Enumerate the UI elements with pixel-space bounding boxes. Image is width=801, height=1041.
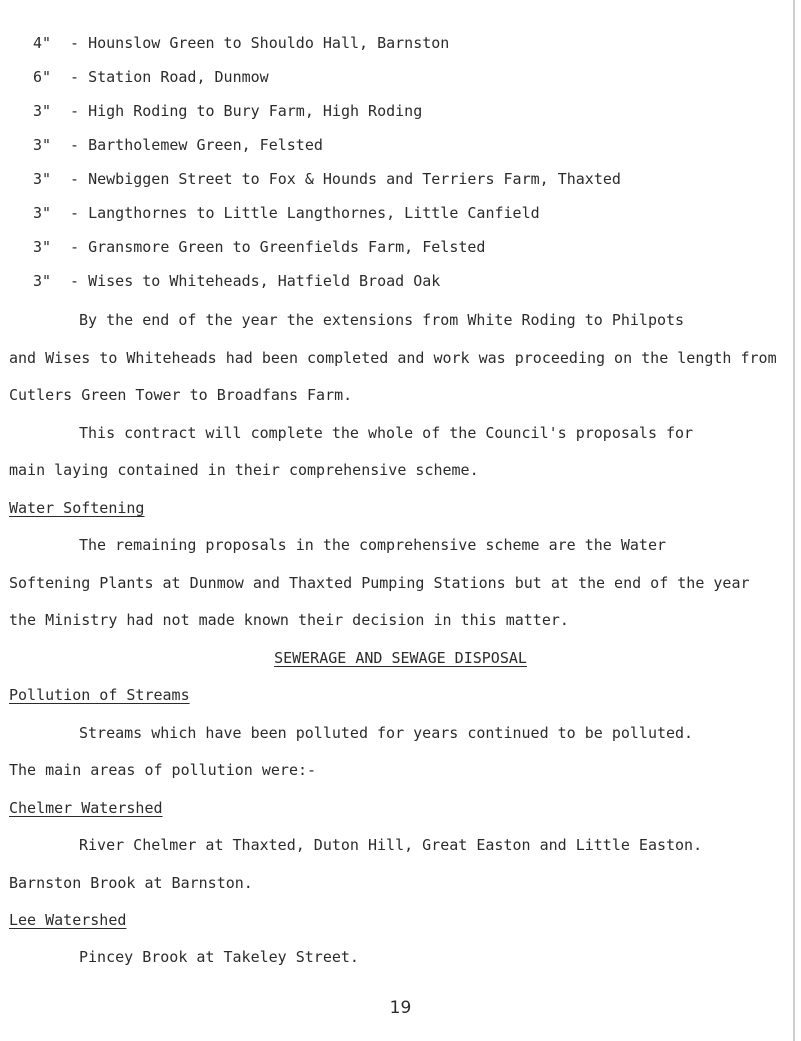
pipe-size: 3" xyxy=(33,136,52,154)
subheading-water-softening: Water Softening xyxy=(9,499,145,517)
list-item-text: - Gransmore Green to Greenfields Farm, Felsted xyxy=(70,238,486,256)
page-number: 19 xyxy=(389,998,412,1018)
pipe-size: 6" xyxy=(33,68,52,86)
list-item-text: - Hounslow Green to Shouldo Hall, Barnston xyxy=(70,34,450,52)
list-item-text: - Wises to Whiteheads, Hatfield Broad Oak xyxy=(70,272,441,290)
list-item xyxy=(33,33,449,53)
paragraph-line: the Ministry had not made known their decision in this matter. xyxy=(9,611,569,629)
list-item-text: - Station Road, Dunmow xyxy=(70,68,269,86)
paragraph-line: main laying contained in their comprehensive scheme. xyxy=(9,461,479,479)
list-item xyxy=(33,135,323,155)
list-item xyxy=(33,67,269,87)
paragraph-line: Softening Plants at Dunmow and Thaxted Pumping Stations but at the end of the year xyxy=(9,574,750,592)
subheading-chelmer: Chelmer Watershed xyxy=(9,799,163,817)
list-item xyxy=(33,271,440,291)
list-item-text: - Langthornes to Little Langthornes, Little Canfield xyxy=(70,204,540,222)
list-item xyxy=(33,101,422,121)
paragraph-line: This contract will complete the whole of the Council's proposals for xyxy=(79,424,694,442)
paragraph-line: The remaining proposals in the comprehensive scheme are the Water xyxy=(79,536,666,554)
pipe-size: 3" xyxy=(33,102,52,120)
paragraph-line: and Wises to Whiteheads had been completed and work was proceeding on the length from xyxy=(9,349,777,367)
list-item: Barnston Brook at Barnston. xyxy=(9,874,253,892)
list-item xyxy=(33,169,621,189)
list-item-text: - Newbiggen Street to Fox & Hounds and Terriers Farm, Thaxted xyxy=(70,170,621,188)
pipe-size: 3" xyxy=(33,272,52,290)
paragraph-line: The main areas of pollution were:- xyxy=(9,761,317,779)
paragraph-line: By the end of the year the extensions from White Roding to Philpots xyxy=(79,311,685,329)
page-edge-shadow xyxy=(793,0,795,1041)
pipe-size: 3" xyxy=(33,204,52,222)
pipe-size: 3" xyxy=(33,170,52,188)
list-item: Pincey Brook at Takeley Street. xyxy=(79,948,359,966)
pipe-size: 4" xyxy=(33,34,52,52)
paragraph-line: Streams which have been polluted for years continued to be polluted. xyxy=(79,724,694,742)
subheading-pollution: Pollution of Streams xyxy=(9,686,190,704)
section-heading: SEWERAGE AND SEWAGE DISPOSAL xyxy=(274,649,527,667)
list-item xyxy=(33,237,485,257)
list-item: River Chelmer at Thaxted, Duton Hill, Great Easton and Little Easton. xyxy=(79,836,703,854)
subheading-lee: Lee Watershed xyxy=(9,911,127,929)
paragraph-line: Cutlers Green Tower to Broadfans Farm. xyxy=(9,386,353,404)
list-item xyxy=(33,203,540,223)
pipe-size: 3" xyxy=(33,238,52,256)
list-item-text: - Bartholemew Green, Felsted xyxy=(70,136,323,154)
list-item-text: - High Roding to Bury Farm, High Roding xyxy=(70,102,423,120)
